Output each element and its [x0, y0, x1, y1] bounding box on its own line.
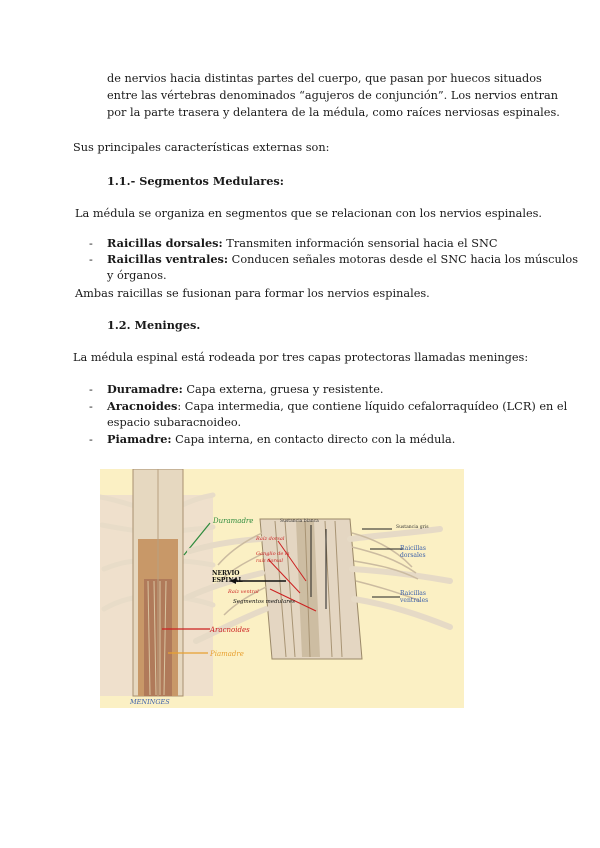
list-item-continuation: espacio subaracnoideo.: [107, 416, 242, 429]
intro-line-2: entre las vértebras denominados “agujeros de conjunción”. Los nervios entran: [107, 89, 558, 102]
section-body-segmentos: La médula se organiza en segmentos que se relacionan con los nervios espinales.: [75, 207, 543, 220]
features-intro: Sus principales características externas son:: [73, 141, 330, 154]
list-item-raicillas-ventrales: [107, 251, 578, 268]
definition: Capa interna, en contacto directo con la médula.: [171, 433, 456, 446]
term: Raicillas dorsales:: [107, 236, 223, 250]
list-item-aracnoides: [107, 398, 567, 415]
section-heading-meninges: 1.2. Meninges.: [107, 318, 201, 332]
term: Aracnoides: [107, 399, 178, 413]
bullet-dash: -: [89, 383, 93, 396]
label-segmentos: Segmentos medulares: [233, 599, 295, 605]
label-sustancia-gris: Sustancia gris: [396, 525, 429, 530]
intro-line-1: de nervios hacia distintas partes del cuerpo, que pasan por huecos situados: [107, 72, 542, 85]
section-body-meninges: La médula espinal está rodeada por tres capas protectoras llamadas meninges:: [73, 351, 529, 364]
meninges-figure: [100, 469, 464, 708]
definition: Transmiten información sensorial hacia el SNC: [222, 237, 498, 250]
bullet-dash: -: [89, 237, 93, 250]
label-nervio: NERVIO: [212, 570, 240, 577]
label-raicillas-ventrales: Raicillas ventrales: [400, 590, 429, 604]
label-ganglio: Ganglio de la raíz dorsal: [256, 551, 290, 564]
bullet-dash: -: [89, 253, 93, 266]
label-duramadre: Duramadre: [213, 517, 254, 525]
definition: Conducen señales motoras desde el SNC hacia los músculos: [228, 253, 578, 266]
section-heading-segmentos: 1.1.- Segmentos Medulares:: [107, 174, 284, 188]
label-espinal: ESPINAL: [212, 577, 243, 584]
definition: Capa externa, gruesa y resistente.: [182, 383, 384, 396]
term: Piamadre:: [107, 432, 172, 446]
bullet-dash: -: [89, 400, 93, 413]
label-raiz-ventral: Raíz ventral: [228, 589, 259, 595]
label-piamadre: Piamadre: [210, 650, 244, 658]
definition: : Capa intermedia, que contiene líquido cefalorraquídeo (LCR) en el: [177, 400, 568, 413]
label-aracnoides: Aracnoides: [210, 626, 250, 634]
anatomy-illustration: [100, 469, 464, 708]
figure-caption: MENINGES: [130, 698, 170, 706]
label-raicillas-dorsales: Raicillas dorsales: [400, 545, 426, 559]
term: Raicillas ventrales:: [107, 252, 229, 266]
list-item-duramadre: [107, 381, 383, 398]
list-item-piamadre: [107, 431, 455, 448]
list-item-raicillas-dorsales: [107, 235, 498, 252]
section-closing-segmentos: Ambas raicillas se fusionan para formar los nervios espinales.: [75, 287, 430, 300]
intro-line-3: por la parte trasera y delantera de la médula, como raíces nerviosas espinales.: [107, 106, 560, 119]
term: Duramadre:: [107, 382, 183, 396]
label-raiz-dorsal: Raíz dorsal: [256, 536, 285, 542]
label-sustancia-blanca: Sustancia blanca: [280, 519, 319, 524]
list-item-continuation: y órganos.: [107, 269, 167, 282]
bullet-dash: -: [89, 433, 93, 446]
